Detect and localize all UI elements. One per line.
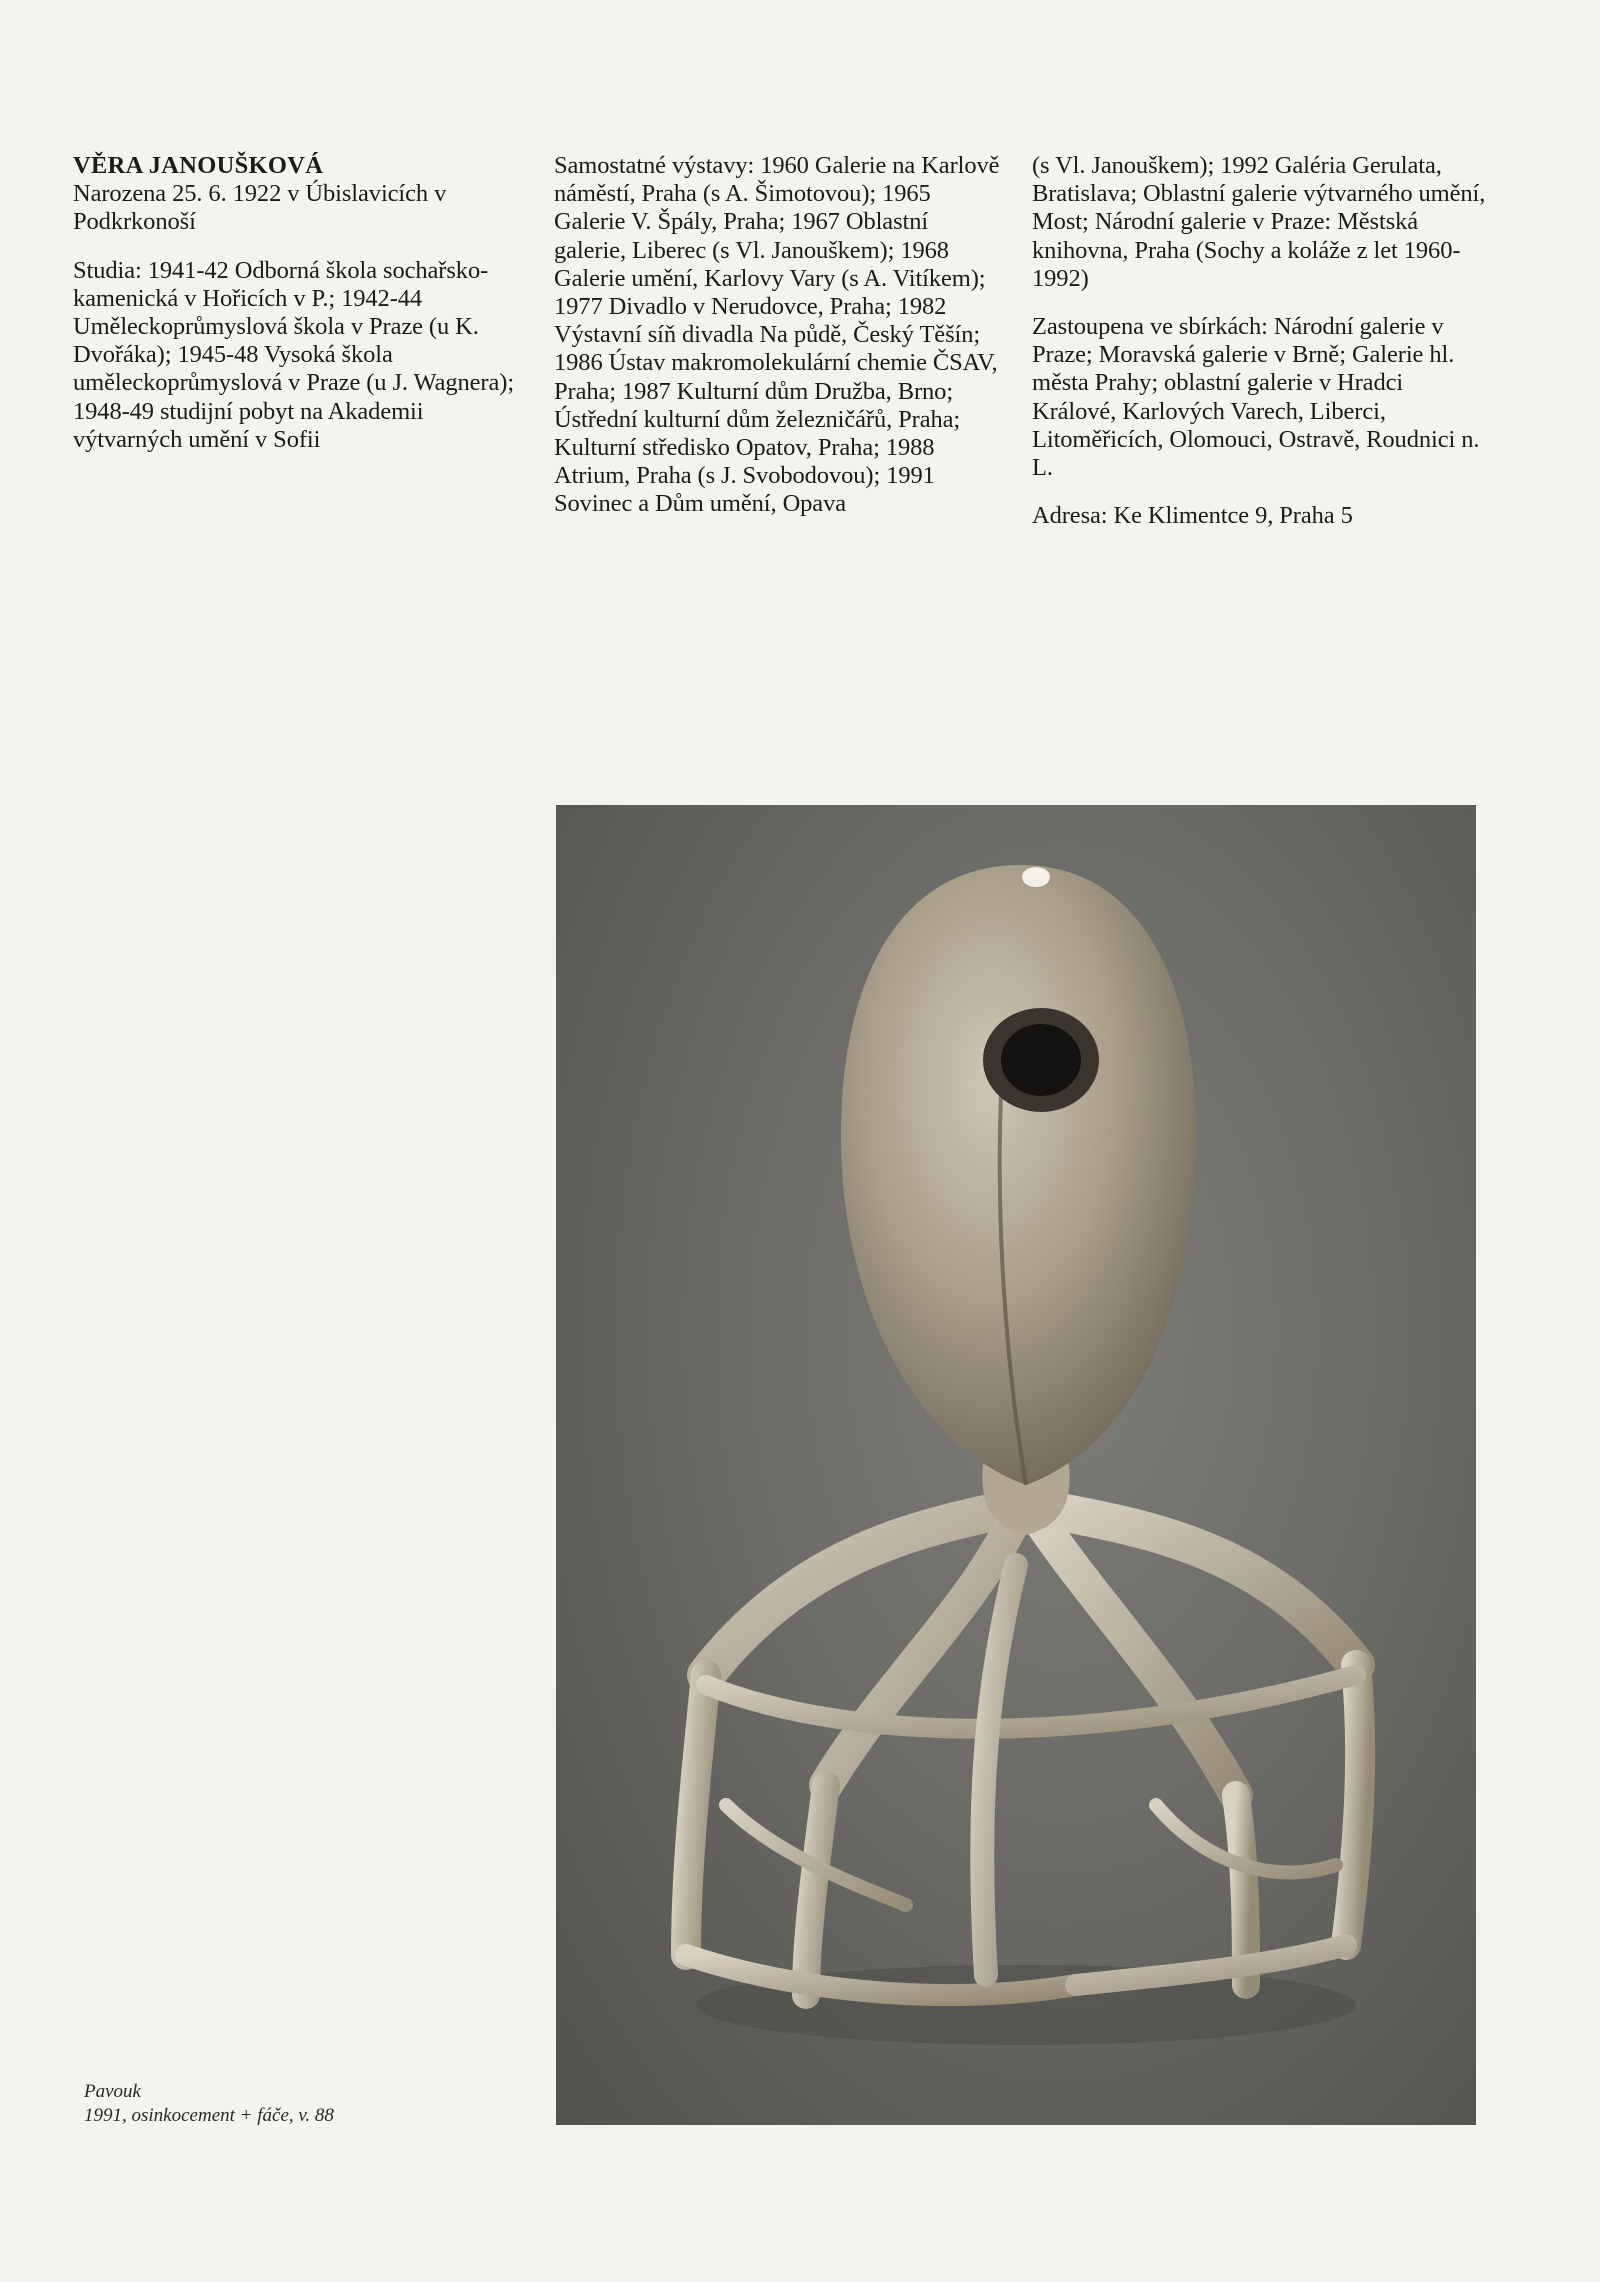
collections-text: Zastoupena ve sbírkách: Národní galerie v Praze; Moravská galerie v Brně; Galerie hl. města Prahy; oblastní galerie v Hradci Králové, Karlových Varech, Liberci, Litoměřicích, Olomouci, Ostravě, Roudnici n. L. [1032, 313, 1480, 482]
studies-text: Studia: 1941-42 Odborná škola sochařsko-kamenická v Hořicích v P.; 1942-44 Uměleckoprůmyslová škola v Praze (u K. Dvořáka); 1945-48 Vysoká škola uměleckoprůmyslová v Praze (u J. Wagnera); 1948-49 studijní pobyt na Akademii výtvarných umění v Sofii [73, 256, 515, 453]
solo-exhibitions-text: Samostatné výstavy: 1960 Galerie na Karlově náměstí, Praha (s A. Šimotovou); 1965 Galerie V. Špály, Praha; 1967 Oblastní galerie, Liberec (s Vl. Janouškem); 1968 Galerie umění, Karlovy Vary (s A. Vitíkem); 1977 Divadlo v Nerudovce, Praha; 1982 Výstavní síň divadla Na půdě, Český Těšín; 1986 Ústav makromolekulární chemie ČSAV, Praha; 1987 Kulturní dům Družba, Brno; Ústřední kulturní dům železničářů, Praha; Kulturní středisko Opatov, Praha; 1988 Atrium, Praha (s J. Svobodovou); 1991 Sovinec a Dům umění, Opava [554, 152, 1000, 518]
caption-title: Pavouk [84, 2081, 141, 2102]
show-through-text [80, 540, 530, 690]
caption-details: 1991, osinkocement + fáče, v. 88 [84, 2105, 334, 2126]
birth-info: Narozena 25. 6. 1922 v Úbislavicích v Podkrkonoší [73, 180, 447, 236]
column-1 [73, 152, 523, 474]
artist-name: VĚRA JANOUŠKOVÁ [73, 152, 324, 179]
sculpture-photograph [556, 805, 1476, 2125]
column-2 [554, 152, 1004, 539]
sculpture-image [556, 805, 1476, 2125]
column-3 [1032, 152, 1492, 550]
solo-exhibitions-continued: (s Vl. Janouškem); 1992 Galéria Gerulata, Bratislava; Oblastní galerie výtvarného umění, Most; Národní galerie v Praze: Městská knihovna, Praha (Sochy a koláže z let 1960-1992) [1032, 152, 1486, 292]
figure-caption [84, 2080, 334, 2128]
address-text: Adresa: Ke Klimentce 9, Praha 5 [1032, 502, 1353, 530]
